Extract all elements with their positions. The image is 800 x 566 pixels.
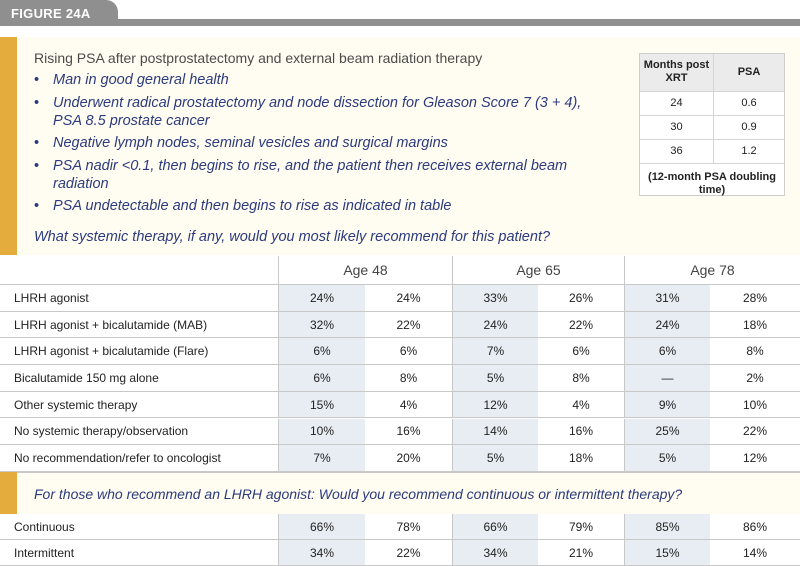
value-cell: 12%	[710, 445, 800, 472]
psa-table-row	[640, 140, 784, 164]
value-cell: 9%	[624, 392, 710, 419]
figure-header-rule	[0, 19, 800, 26]
followup-question: For those who recommend an LHRH agonist: Would you recommend continuous or intermittent therapy?	[34, 486, 683, 502]
value-cell: 4%	[365, 392, 452, 419]
value-cell: 79%	[538, 514, 624, 540]
psa-value-cell: 0.9	[741, 121, 757, 133]
case-accent-bar	[0, 37, 17, 255]
table-row	[0, 445, 800, 472]
value-cell: 5%	[452, 365, 538, 392]
value-cell: 18%	[710, 312, 800, 339]
value-cell: 10%	[278, 419, 365, 446]
value-cell: 15%	[624, 540, 710, 566]
value-cell: 24%	[624, 312, 710, 339]
psa-value-cell: 0.6	[741, 97, 757, 109]
psa-table-header	[640, 54, 784, 92]
value-cell: 2%	[710, 365, 800, 392]
value-cell: 20%	[365, 445, 452, 472]
psa-table-row	[640, 92, 784, 116]
value-cell: 8%	[538, 365, 624, 392]
row-label: LHRH agonist + bicalutamide (MAB)	[0, 312, 278, 339]
psa-table-row	[640, 116, 784, 140]
value-cell: 6%	[365, 338, 452, 365]
psa-doubling-note: (12-month PSA doubling time)	[648, 171, 776, 196]
value-cell: 22%	[710, 419, 800, 446]
value-cell: 14%	[452, 419, 538, 446]
value-cell: 21%	[538, 540, 624, 566]
value-cell: 14%	[710, 540, 800, 566]
case-bullet: • Man in good general health	[34, 71, 594, 89]
table-row	[0, 419, 800, 446]
value-cell: 6%	[624, 338, 710, 365]
value-cell: 28%	[710, 285, 800, 312]
value-cell: —	[624, 365, 710, 392]
value-cell: 6%	[278, 365, 365, 392]
table-row	[0, 392, 800, 419]
table-row	[0, 540, 800, 566]
value-cell: 24%	[452, 312, 538, 339]
age-header-row	[0, 256, 800, 285]
value-cell: 33%	[452, 285, 538, 312]
value-cell: 85%	[624, 514, 710, 540]
value-cell: 34%	[278, 540, 365, 566]
case-bullet: • Negative lymph nodes, seminal vesicles and surgical margins	[34, 134, 594, 152]
case-bullet: • PSA undetectable and then begins to rise as indicated in table	[34, 197, 594, 215]
row-label: LHRH agonist + bicalutamide (Flare)	[0, 338, 278, 365]
row-label: Other systemic therapy	[0, 392, 278, 419]
age-header-48: Age 48	[278, 256, 452, 285]
value-cell: 78%	[365, 514, 452, 540]
row-label: LHRH agonist	[0, 285, 278, 312]
value-cell: 86%	[710, 514, 800, 540]
case-question: What systemic therapy, if any, would you most likely recommend for this patient?	[34, 229, 551, 245]
psa-header-months: Months post XRT	[640, 54, 714, 91]
case-title: Rising PSA after postprostatectomy and external beam radiation therapy	[34, 50, 483, 66]
table-row	[0, 338, 800, 365]
psa-months-cell: 36	[640, 140, 714, 163]
row-label: Bicalutamide 150 mg alone	[0, 365, 278, 392]
case-bullet-list	[34, 71, 594, 220]
table-row	[0, 312, 800, 339]
value-cell: 16%	[365, 419, 452, 446]
value-cell: 22%	[365, 540, 452, 566]
value-cell: 8%	[365, 365, 452, 392]
psa-months-cell: 24	[640, 92, 714, 115]
figure-label: FIGURE 24A	[0, 0, 118, 26]
value-cell: 22%	[538, 312, 624, 339]
value-cell: 7%	[452, 338, 538, 365]
value-cell: 7%	[278, 445, 365, 472]
value-cell: 34%	[452, 540, 538, 566]
value-cell: 8%	[710, 338, 800, 365]
age-header-65: Age 65	[452, 256, 624, 285]
psa-months-cell: 30	[640, 116, 714, 139]
case-bullet: • Underwent radical prostatectomy and node dissection for Gleason Score 7 (3 + 4), PSA 8.5 prostate cancer	[34, 94, 594, 130]
age-header-blank	[0, 256, 278, 285]
value-cell: 24%	[365, 285, 452, 312]
age-header-78: Age 78	[624, 256, 800, 285]
case-bullet: • PSA nadir <0.1, then begins to rise, and the patient then receives external beam radiation	[34, 157, 594, 193]
value-cell: 6%	[278, 338, 365, 365]
value-cell: 12%	[452, 392, 538, 419]
value-cell: 66%	[278, 514, 365, 540]
row-label: No recommendation/refer to oncologist	[0, 445, 278, 472]
psa-value-cell: 1.2	[741, 145, 757, 157]
value-cell: 24%	[278, 285, 365, 312]
table-row	[0, 514, 800, 540]
table-row	[0, 285, 800, 312]
value-cell: 22%	[365, 312, 452, 339]
value-cell: 26%	[538, 285, 624, 312]
psa-table	[639, 53, 785, 196]
psa-header-psa: PSA	[737, 66, 761, 78]
value-cell: 5%	[624, 445, 710, 472]
value-cell: 5%	[452, 445, 538, 472]
value-cell: 25%	[624, 419, 710, 446]
table-row	[0, 365, 800, 392]
value-cell: 66%	[452, 514, 538, 540]
value-cell: 31%	[624, 285, 710, 312]
value-cell: 6%	[538, 338, 624, 365]
value-cell: 16%	[538, 419, 624, 446]
value-cell: 4%	[538, 392, 624, 419]
value-cell: 15%	[278, 392, 365, 419]
row-label: No systemic therapy/observation	[0, 419, 278, 446]
value-cell: 32%	[278, 312, 365, 339]
row-label: Continuous	[0, 514, 278, 540]
row-label: Intermittent	[0, 540, 278, 566]
value-cell: 18%	[538, 445, 624, 472]
followup-accent-bar	[0, 472, 17, 514]
value-cell: 10%	[710, 392, 800, 419]
